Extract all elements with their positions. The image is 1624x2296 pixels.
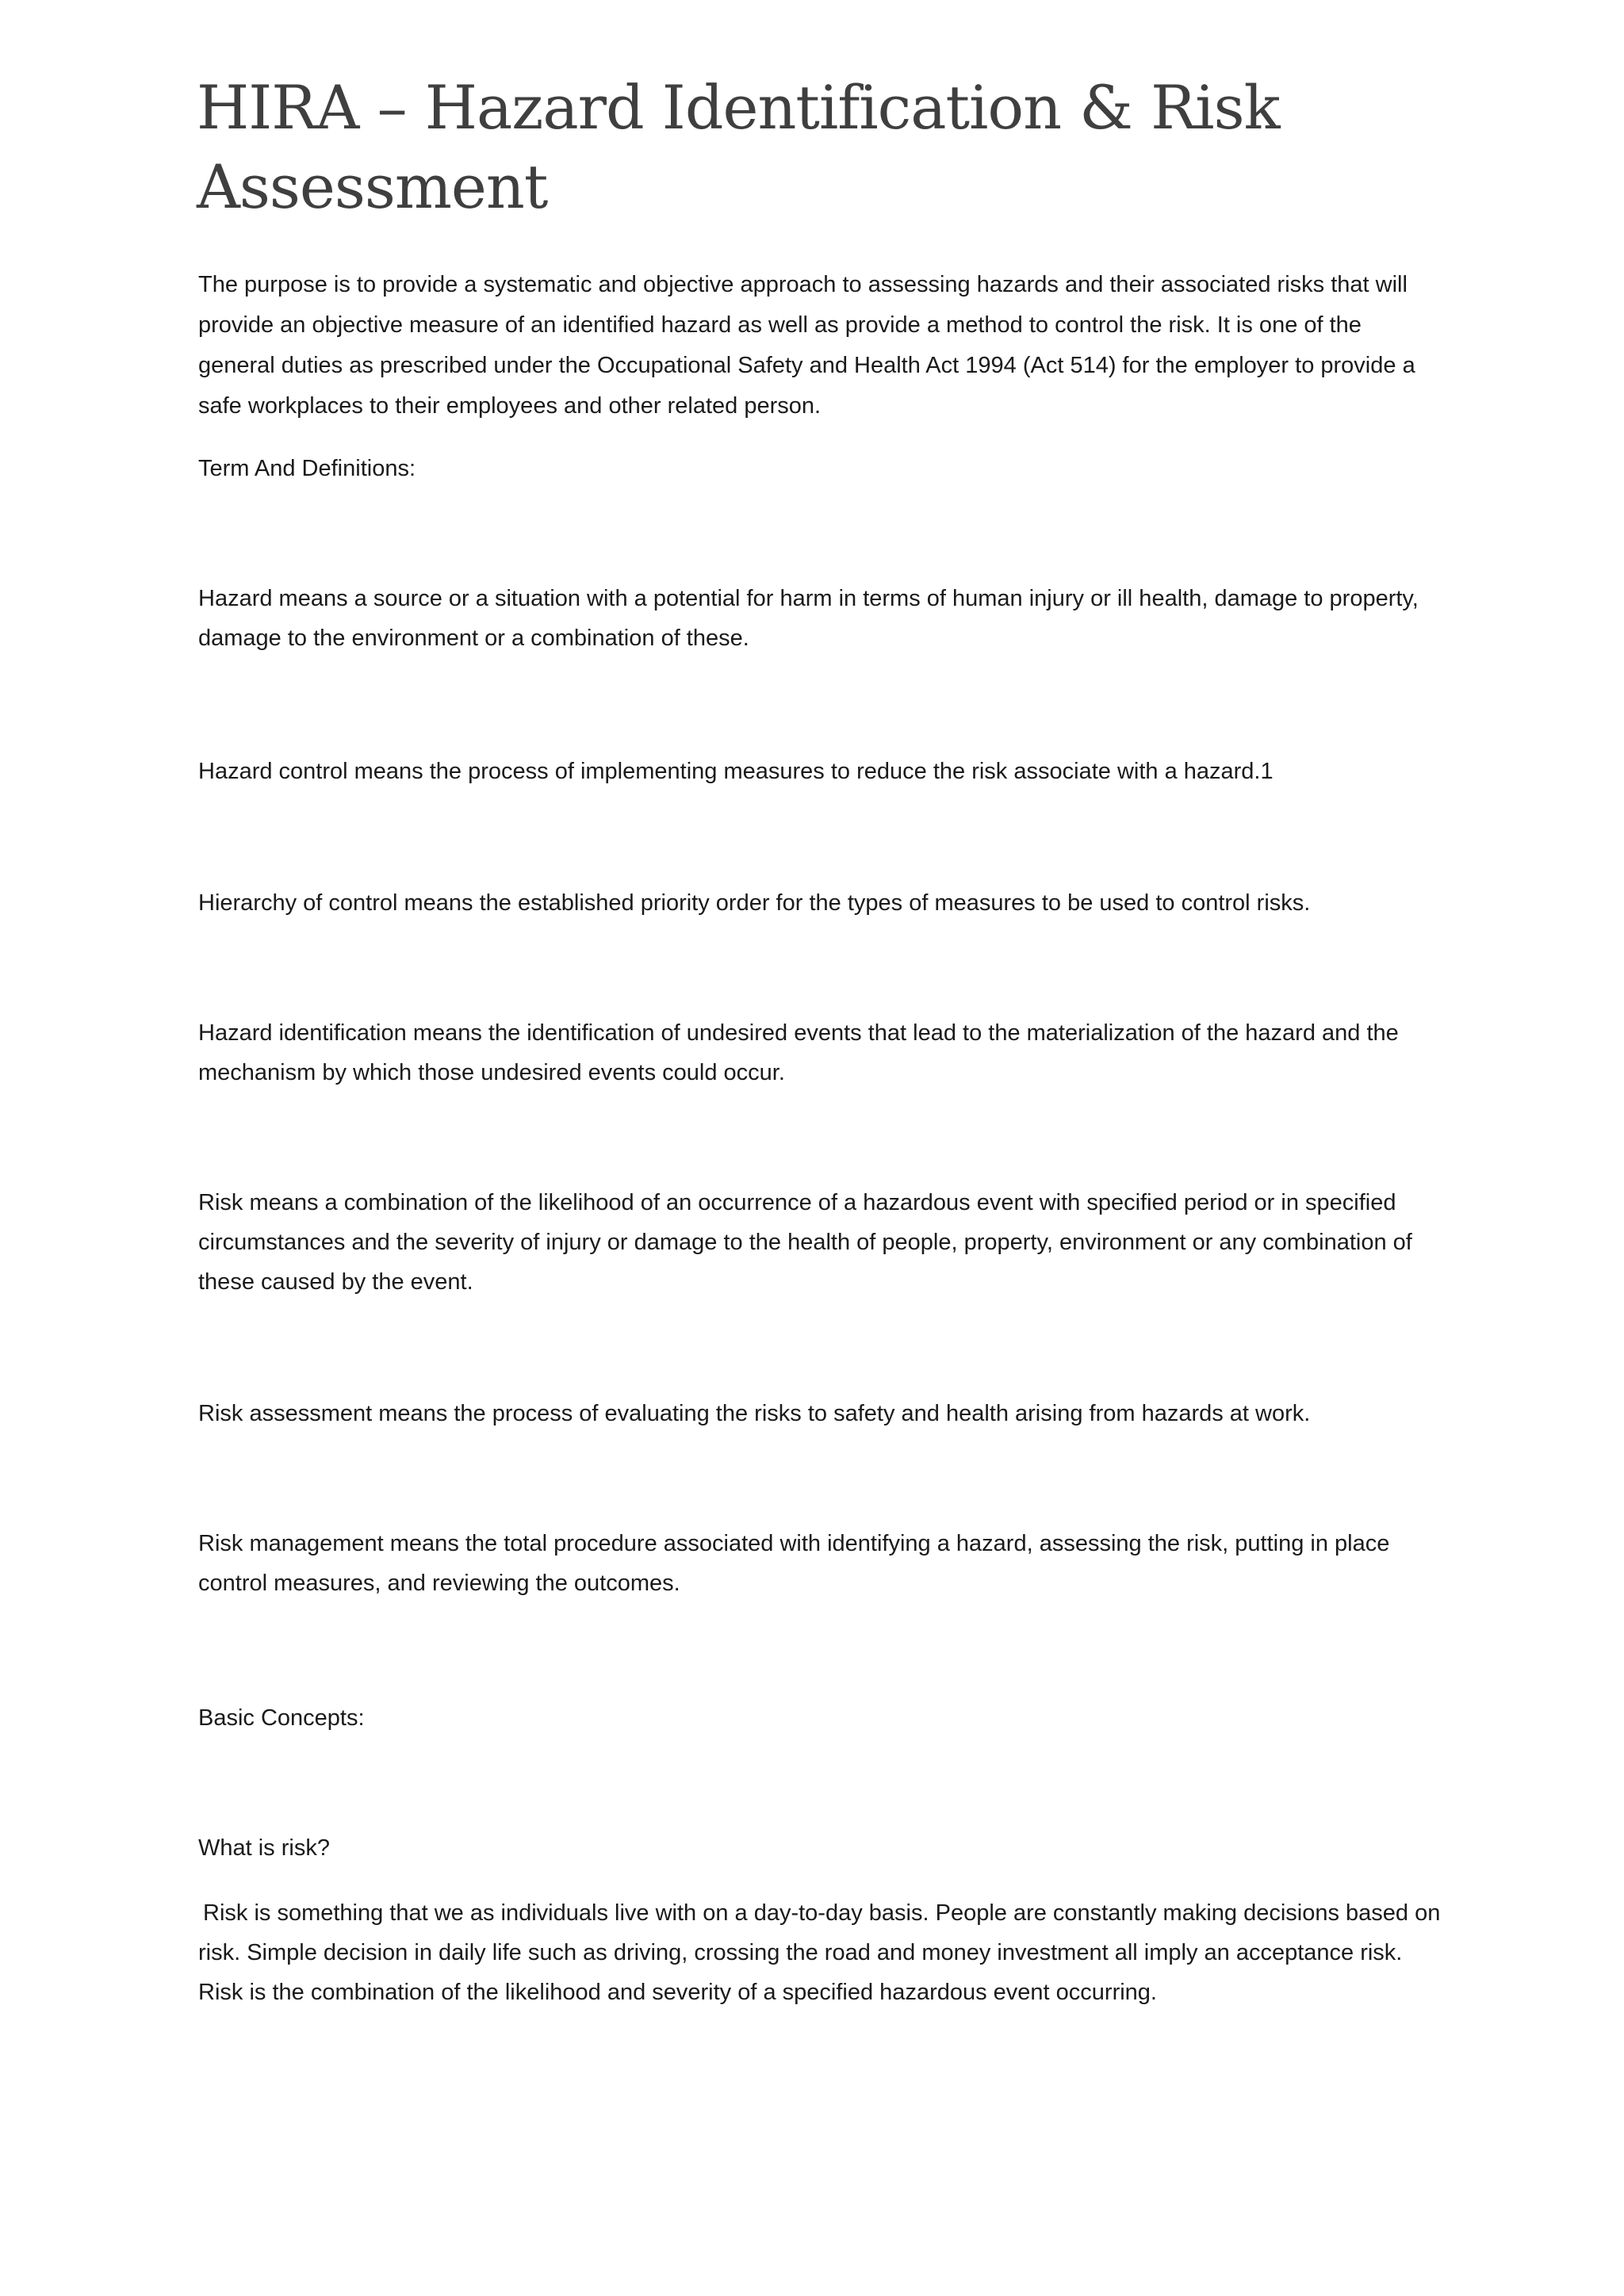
purpose-paragraph: The purpose is to provide a systematic and objective approach to assessing hazards and their associated risks that will provide an objective measure of an identified hazard as well as provide a method to control the risk. It is one of the general duties as prescribed under the Occupational Safety and Health Act 1994 (Act 514) for the employer to provide a safe workplaces to their employees and other related person. xyxy=(198,272,1415,419)
document-title: HIRA – Hazard Identification & Risk Assessment xyxy=(197,72,1280,222)
basic-concepts-heading: Basic Concepts: xyxy=(198,1705,365,1731)
definition-risk: Risk means a combination of the likelihood of an occurrence of a hazardous event with specified period or in specified circumstances and the severity of injury or damage to the health of people, property, environment or any combination of these caused by the event. xyxy=(198,1190,1412,1295)
definition-hazard: Hazard means a source or a situation with a potential for harm in terms of human injury or ill health, damage to property, damage to the environment or a combination of these. xyxy=(198,586,1419,651)
what-is-risk-paragraph: Risk is something that we as individuals live with on a day-to-day basis. People are constantly making decisions based on risk. Simple decision in daily life such as driving, crossing the road and money investment all imply an acceptance risk. Risk is the combination of the likelihood and severity of a specified hazardous event occurring. xyxy=(198,1900,1441,2005)
terms-heading: Term And Definitions: xyxy=(198,456,416,481)
definition-hierarchy-of-control: Hierarchy of control means the established priority order for the types of measures to be used to control risks. xyxy=(198,890,1311,916)
definition-risk-assessment: Risk assessment means the process of evaluating the risks to safety and health arising from hazards at work. xyxy=(198,1401,1311,1426)
definition-hazard-control: Hazard control means the process of implementing measures to reduce the risk associate with a hazard.1 xyxy=(198,759,1274,784)
definition-risk-management: Risk management means the total procedure associated with identifying a hazard, assessing the risk, putting in place control measures, and reviewing the outcomes. xyxy=(198,1531,1390,1596)
what-is-risk-heading: What is risk? xyxy=(198,1835,330,1861)
definition-hazard-identification: Hazard identification means the identification of undesired events that lead to the materialization of the hazard and the mechanism by which those undesired events could occur. xyxy=(198,1020,1399,1085)
